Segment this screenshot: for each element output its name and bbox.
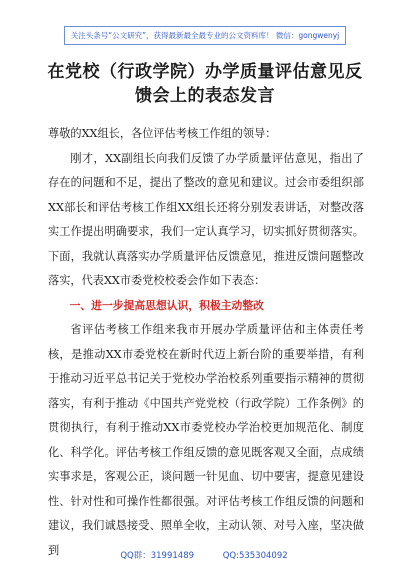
document-body <box>48 122 364 563</box>
salutation: 尊敬的XX组长，各位评估考核工作组的领导： <box>48 127 277 140</box>
promo-banner: 关注头条号“公文研究”，获得最新最全最专业的公文资料库！ 微信：gongwenyj <box>64 26 346 45</box>
document-title <box>40 60 370 108</box>
footer-qq: QQ:535304092 <box>222 551 288 561</box>
section-heading-1: 一、进一步提高思想认识，积极主动整改 <box>69 298 264 312</box>
paragraph-1: 刚才，XX副组长向我们反馈了办学质量评估意见，指出了存在的问题和不足，提出了整改的意见和建议。过会市委组织部XX部长和评估考核工作组XX组长还将分别发表讲话，对整改落实工作提出明确要求，我们一定认真学习，切实抓好贯彻落实。下面，我就认真落实办学质量评估反馈意见，推进反馈问题整改落实，代表XX市委党校校委会作如下表态： <box>48 151 364 287</box>
footer-qq-group: QQ群：31991489 <box>120 551 195 561</box>
title-line-2: 馈会上的表态发言 <box>135 86 275 106</box>
footer-contact <box>0 549 408 561</box>
title-line-1: 在党校（行政学院）办学质量评估意见反 <box>47 62 363 82</box>
paragraph-2: 省评估考核工作组来我市开展办学质量评估和主体责任考核，是推动XX市委党校在新时代迈上新台阶的重要举措，有利于推动习近平总书记关于党校办学治校系列重要指示精神的贯彻落实，有利于推动《中国共产党党校（行政学院）工作条例》的贯彻执行，有利于推动XX市委党校办学治校更加规范化、制度化、科学化。评估考核工作组反馈的意见既客观又全面，点成绩实事求是，客观公正，谈问题一针见血、切中要害，提意见建设性、针对性和可操作性都很强。对评估考核工作组反馈的问题和建议，我们诚恳接受、照单全收，主动认领、对号入座，坚决做到 <box>48 323 364 557</box>
